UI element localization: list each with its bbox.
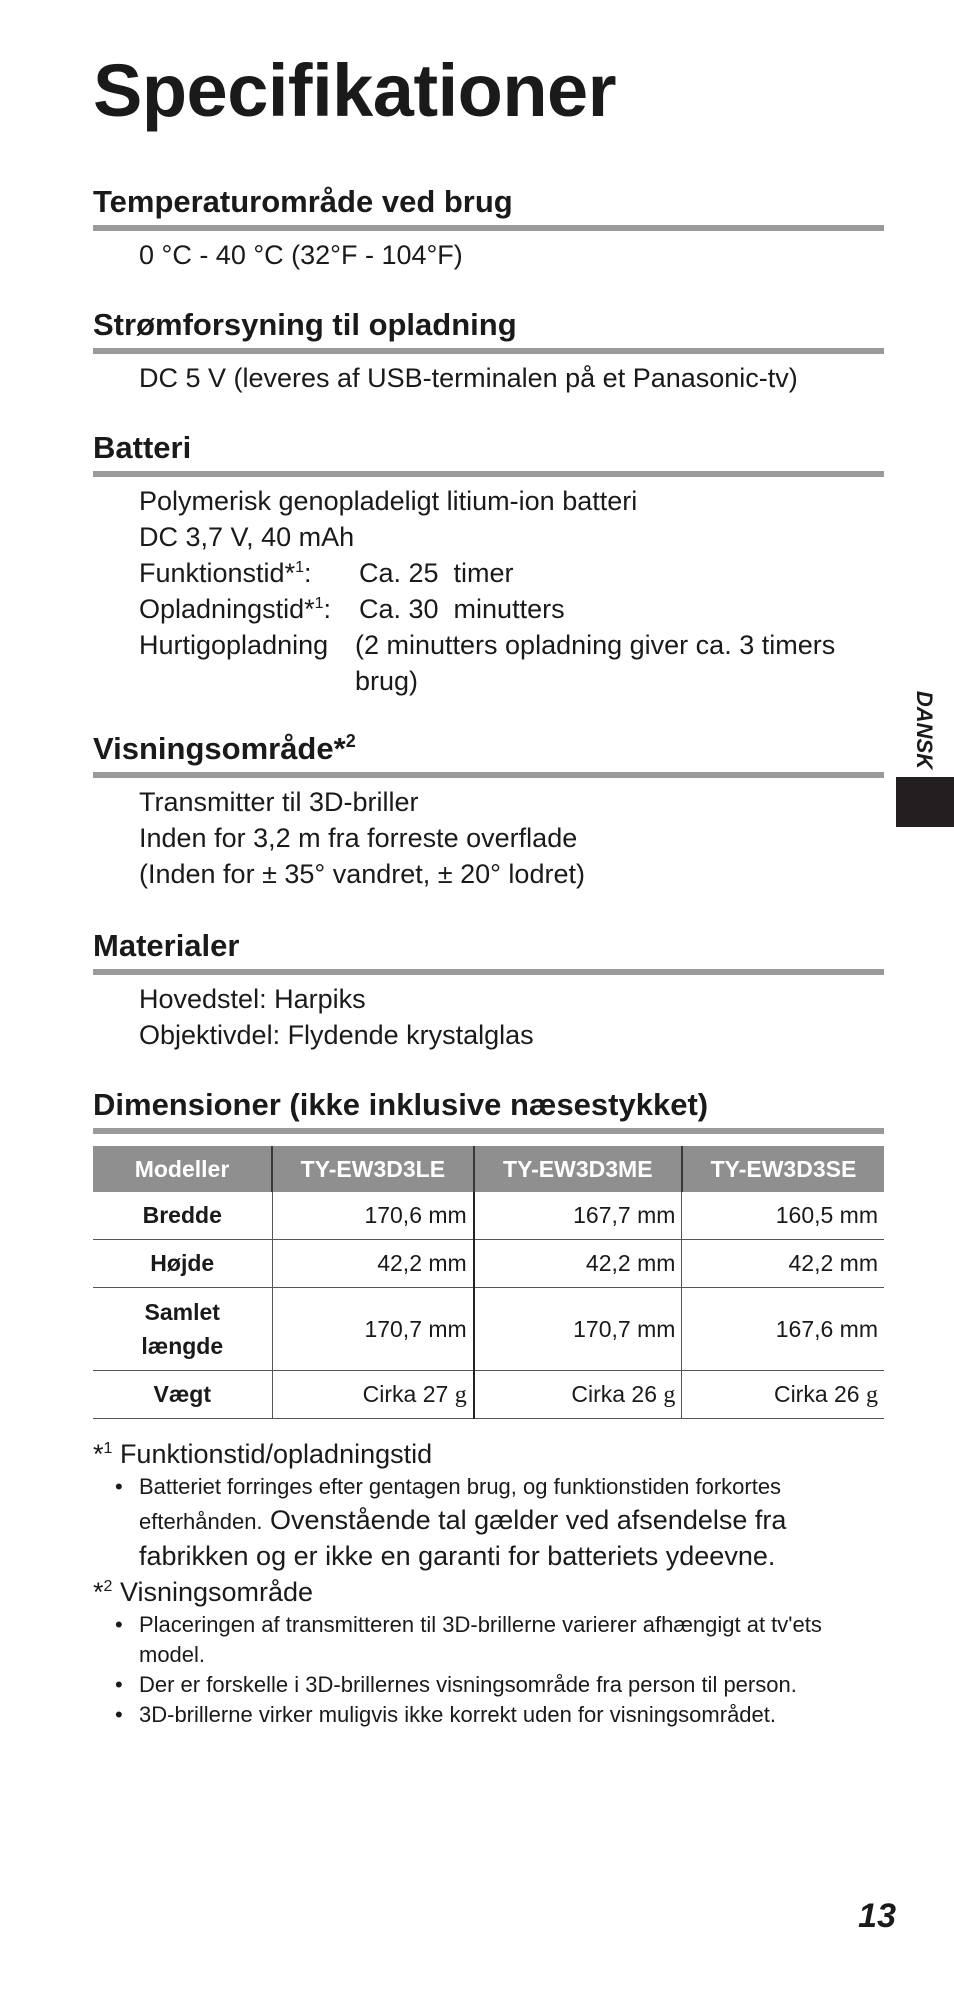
quick-charge-row <box>139 627 884 699</box>
table-header-cell: TY-EW3D3LE <box>272 1146 474 1192</box>
quick-charge-value: (2 minutters opladning giver ca. 3 timers brug) <box>355 630 836 696</box>
table-row <box>93 1192 884 1240</box>
row-label: Vægt <box>93 1371 272 1419</box>
section-viewing-area <box>93 730 884 892</box>
section-heading: Temperaturområde ved brug <box>93 184 513 219</box>
page-number: 13 <box>858 1897 896 1935</box>
section-rule <box>93 969 884 975</box>
bullet-icon: • <box>115 1702 123 1727</box>
table-cell: Cirka 26 g <box>682 1371 884 1419</box>
footnote-heading: *$^2$ Visningsområde <box>93 1577 314 1607</box>
section-line: Polymerisk genopladeligt litium-ion batteri <box>139 486 638 516</box>
table-header-cell: TY-EW3D3SE <box>682 1146 884 1192</box>
section-heading: Visningsområde*$^2$ <box>93 731 356 766</box>
section-body <box>139 483 884 699</box>
section-line: Hovedstel: Harpiks <box>139 984 366 1014</box>
table-row <box>93 1371 884 1419</box>
bullet-icon: • <box>115 1672 123 1697</box>
language-tab-marker <box>896 777 954 827</box>
section-line: 0 °C - 40 °C (32°F - 104°F) <box>139 240 463 270</box>
section-line: (Inden for ± 35° vandret, ± 20° lodret) <box>139 859 585 889</box>
charging-time-value: Ca. 30 minutters <box>359 594 565 624</box>
table-cell: 170,6 mm <box>272 1192 474 1240</box>
section-heading: Strømforsyning til opladning <box>93 307 517 342</box>
operating-time-value: Ca. 25 timer <box>359 558 514 588</box>
section-rule <box>93 772 884 778</box>
section-heading: Materialer <box>93 928 240 963</box>
table-header-cell: Modeller <box>93 1146 272 1192</box>
table-cell: 42,2 mm <box>682 1240 884 1288</box>
section-body <box>139 784 884 892</box>
charging-time-row <box>139 591 884 627</box>
bullet-text: 3D-brillerne virker muligvis ikke korrekt uden for visningsområdet. <box>139 1702 777 1727</box>
section-dimensions <box>93 1086 884 1134</box>
table-cell: 170,7 mm <box>474 1288 682 1371</box>
footnote-bullet <box>115 1472 893 1574</box>
section-power-supply <box>93 306 884 396</box>
language-side-label: DANSK <box>912 690 937 770</box>
bullet-icon: • <box>115 1612 123 1637</box>
bullet-text: Batteriet forringes efter gentagen brug, og funktionstiden forkortes efterhånden. Ovenstående tal gælder ved afsendelse fra fabrikken og er ikke en garanti for batteriets ydeevne. <box>139 1474 787 1571</box>
table-cell: 167,7 mm <box>474 1192 682 1240</box>
table-header-cell: TY-EW3D3ME <box>474 1146 682 1192</box>
section-line: Transmitter til 3D-briller <box>139 787 419 817</box>
footnote-bullet <box>115 1670 893 1700</box>
section-rule <box>93 225 884 231</box>
bullet-text: Placeringen af transmitteren til 3D-brillerne varierer afhængigt at tv'ets model. <box>139 1612 822 1667</box>
section-line: Inden for 3,2 m fra forreste overflade <box>139 823 578 853</box>
row-label: Bredde <box>93 1192 272 1240</box>
row-label-line: længde <box>141 1333 224 1359</box>
bullet-text: Der er forskelle i 3D-brillernes visningsområde fra person til person. <box>139 1672 797 1697</box>
section-line: DC 5 V (leveres af USB-terminalen på et Panasonic-tv) <box>139 363 798 393</box>
dimensions-table <box>93 1146 884 1419</box>
row-label: Højde <box>93 1240 272 1288</box>
section-line: Objektivdel: Flydende krystalglas <box>139 1020 534 1050</box>
footnote-heading: *$^1$ Funktionstid/opladningstid <box>93 1439 433 1469</box>
section-body <box>139 237 884 273</box>
table-cell: 170,7 mm <box>272 1288 474 1371</box>
row-label-line: Samlet <box>144 1299 220 1325</box>
table-row <box>93 1240 884 1288</box>
section-body <box>139 981 884 1053</box>
table-cell: 42,2 mm <box>272 1240 474 1288</box>
table-cell: 42,2 mm <box>474 1240 682 1288</box>
section-materials <box>93 927 884 1053</box>
section-rule <box>93 348 884 354</box>
table-header-row <box>93 1146 884 1192</box>
section-battery <box>93 429 884 699</box>
section-heading: Dimensioner (ikke inklusive næsestykket) <box>93 1087 709 1122</box>
quick-charge-label: Hurtigopladning <box>139 630 329 660</box>
section-heading: Batteri <box>93 430 192 465</box>
table-cell: 167,6 mm <box>682 1288 884 1371</box>
table-cell: Cirka 26 g <box>474 1371 682 1419</box>
section-line: DC 3,7 V, 40 mAh <box>139 522 355 552</box>
operating-time-row <box>139 555 884 591</box>
table-cell: Cirka 27 g <box>272 1371 474 1419</box>
bullet-icon: • <box>115 1474 123 1499</box>
table-row <box>93 1288 884 1371</box>
row-label <box>93 1288 272 1371</box>
section-rule <box>93 1128 884 1134</box>
section-rule <box>93 471 884 477</box>
operating-time-label: Funktionstid*$^1$: <box>139 558 312 588</box>
section-body <box>139 360 884 396</box>
page-title: Specifikationer <box>93 49 617 132</box>
charging-time-label: Opladningstid*$^1$: <box>139 594 332 624</box>
section-temperature <box>93 183 884 273</box>
table-cell: 160,5 mm <box>682 1192 884 1240</box>
footnote-bullet <box>115 1610 893 1670</box>
footnotes <box>93 1436 893 1730</box>
footnote-bullet <box>115 1700 893 1730</box>
